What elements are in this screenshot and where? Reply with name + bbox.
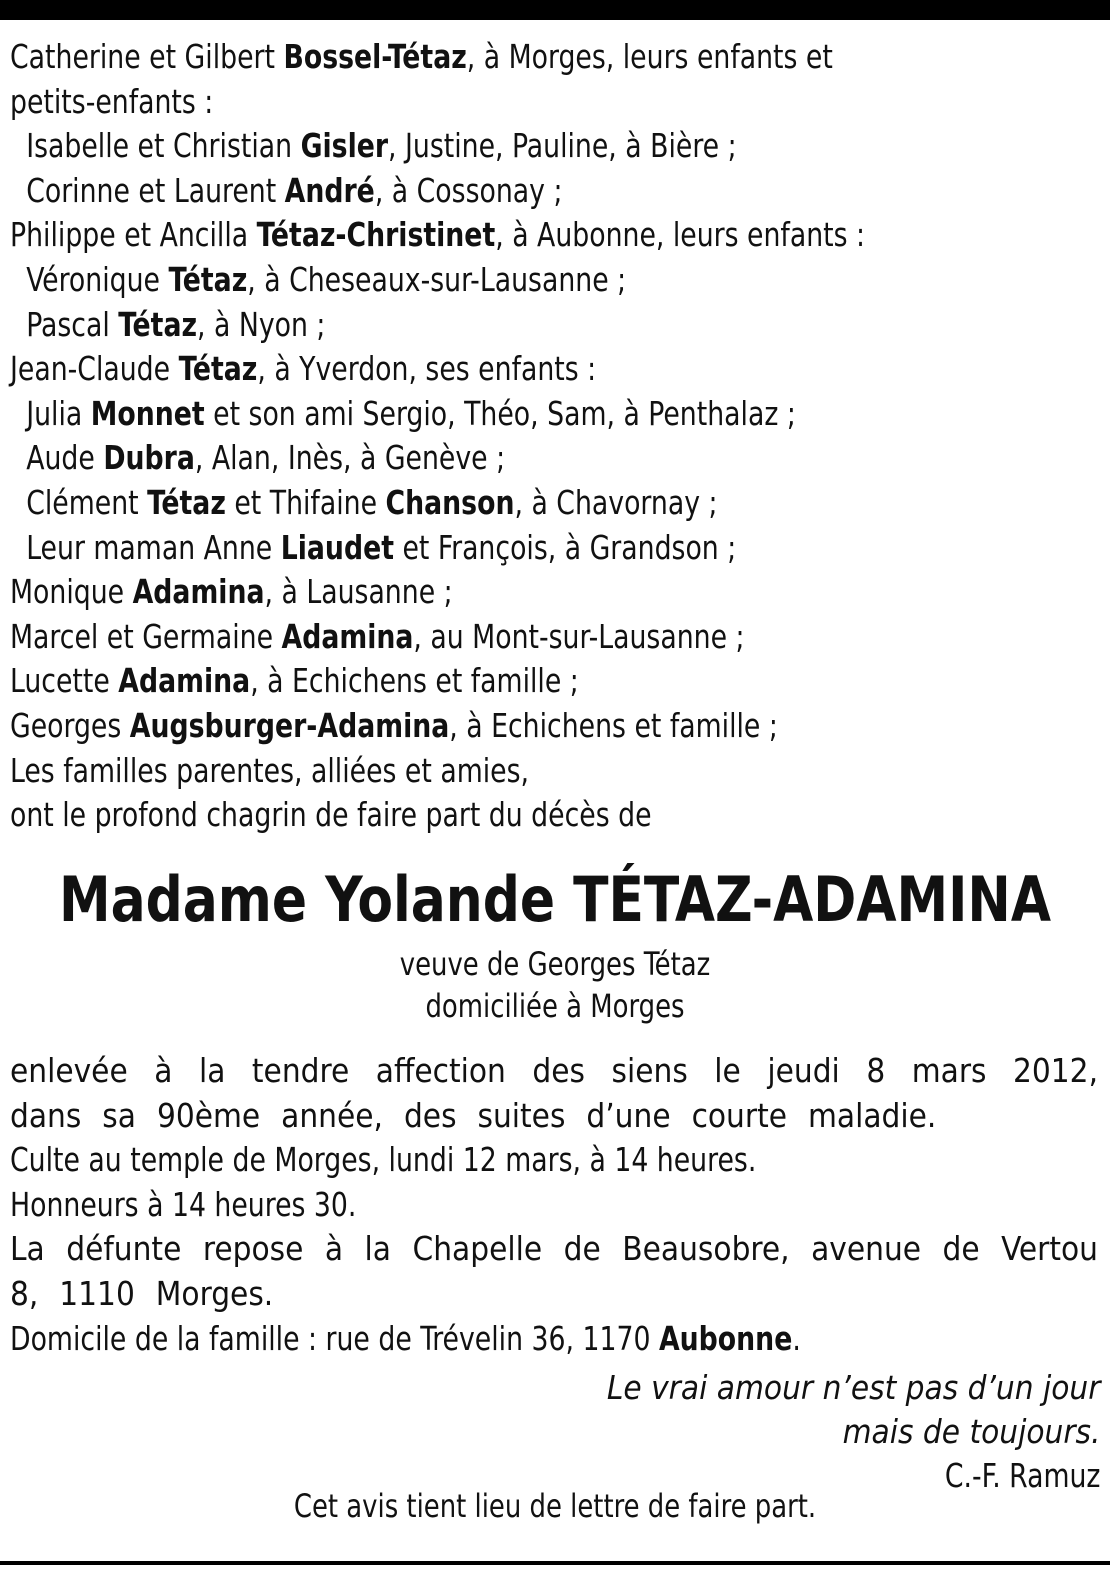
- family-home-suffix: .: [792, 1318, 801, 1358]
- family-line: [10, 526, 991, 571]
- family-text: Aude: [26, 438, 104, 478]
- family-line: [10, 213, 991, 258]
- family-line: [10, 258, 991, 303]
- family-surname: Adamina: [118, 661, 251, 701]
- footer-text: Cet avis tient lieu de lettre de faire part.: [293, 1487, 817, 1525]
- family-text: Les familles parentes, alliées et amies,: [10, 750, 530, 790]
- family-surname: Chanson: [385, 482, 515, 522]
- family-line: [10, 80, 991, 125]
- family-text: Monique: [10, 572, 133, 612]
- family-text: , Alan, Inès, à Genève ;: [194, 438, 506, 478]
- death-paragraph: enlevée à la tendre affection des siens le jeudi 8 mars 2012, dans sa 90ème année, des suites d’une courte maladie.: [10, 1051, 1098, 1135]
- family-line: [10, 169, 991, 214]
- family-surname: Adamina: [132, 572, 265, 612]
- family-line: [10, 793, 991, 838]
- family-surname: Augsburger-Adamina: [129, 705, 450, 745]
- family-text: , à Echichens et famille ;: [449, 705, 778, 745]
- family-text: ont le profond chagrin de faire part du décès de: [10, 795, 652, 835]
- family-text: , à Cossonay ;: [374, 170, 563, 210]
- family-text: Leur maman Anne: [26, 527, 281, 567]
- family-surname: Tétaz: [178, 349, 258, 389]
- funeral-details: [10, 1049, 1098, 1361]
- footer-note: [0, 1484, 1110, 1528]
- family-text: , à Lausanne ;: [264, 572, 453, 612]
- family-text: Lucette: [10, 661, 119, 701]
- deceased-name: Madame Yolande TÉTAZ-ADAMINA: [59, 863, 1051, 936]
- quote-line-1: Le vrai amour n’est pas d’un jour: [606, 1368, 1100, 1407]
- family-line: [10, 615, 991, 660]
- family-surname: Tétaz: [147, 482, 226, 522]
- family-line: [10, 303, 991, 348]
- family-text: et son ami Sergio, Théo, Sam, à Penthalaz ;: [204, 393, 796, 433]
- quote-line-2: mais de toujours.: [842, 1412, 1100, 1451]
- family-text: Pascal: [26, 304, 119, 344]
- family-home-city: Aubonne: [658, 1318, 793, 1358]
- honours-line: Honneurs à 14 heures 30.: [10, 1184, 357, 1224]
- family-text: , à Aubonne, leurs enfants :: [495, 215, 866, 255]
- family-text: , à Yverdon, ses enfants :: [257, 349, 597, 389]
- family-text: , Justine, Pauline, à Bière ;: [388, 126, 737, 166]
- family-surname: Bossel-Tétaz: [283, 37, 467, 76]
- family-text: , à Chavornay ;: [514, 482, 718, 522]
- family-surname: Tétaz: [118, 304, 198, 344]
- quote-block: [552, 1366, 1100, 1498]
- widow-of-line: veuve de Georges Tétaz: [399, 945, 711, 983]
- family-line: [10, 704, 991, 749]
- family-surname: Monnet: [90, 393, 205, 433]
- family-line: [10, 570, 991, 615]
- family-line: [10, 392, 991, 437]
- family-text: Isabelle et Christian: [26, 126, 301, 166]
- family-home-prefix: Domicile de la famille : rue de Trévelin 36, 1170: [10, 1318, 659, 1358]
- family-surname: Tétaz-Christinet: [256, 215, 496, 255]
- bottom-rule: [0, 1561, 1110, 1565]
- family-line: [10, 35, 991, 80]
- family-surname: Adamina: [281, 616, 414, 656]
- top-rule: [0, 0, 1110, 20]
- family-text: Clément: [26, 482, 148, 522]
- family-line: [10, 124, 991, 169]
- family-line: [10, 436, 991, 481]
- family-line: [10, 659, 991, 704]
- family-home-line: [10, 1317, 989, 1362]
- family-text: et François, à Grandson ;: [393, 527, 737, 567]
- family-text: , à Nyon ;: [197, 304, 326, 344]
- family-text: petits-enfants :: [10, 81, 214, 121]
- family-text: Véronique: [26, 259, 169, 299]
- residence-line: domiciliée à Morges: [425, 987, 685, 1025]
- family-text: , à Morges, leurs enfants et: [466, 37, 833, 76]
- service-line: Culte au temple de Morges, lundi 12 mars, à 14 heures.: [10, 1140, 757, 1180]
- quote-author: C.-F. Ramuz: [944, 1456, 1100, 1495]
- family-text: Julia: [26, 393, 91, 433]
- family-surname: Gisler: [300, 126, 389, 166]
- family-text: Georges: [10, 705, 130, 745]
- family-surname: Tétaz: [168, 259, 248, 299]
- deceased-subtitle: [0, 943, 1110, 1027]
- family-line: [10, 347, 991, 392]
- family-text: Philippe et Ancilla: [10, 215, 257, 255]
- resting-paragraph: La défunte repose à la Chapelle de Beausobre, avenue de Vertou 8, 1110 Morges.: [10, 1229, 1098, 1313]
- family-surname: André: [284, 170, 375, 210]
- family-text: , à Echichens et famille ;: [250, 661, 579, 701]
- family-list: [10, 35, 1100, 838]
- family-surname: Dubra: [103, 438, 195, 478]
- family-text: Marcel et Germaine: [10, 616, 282, 656]
- family-surname: Liaudet: [280, 527, 394, 567]
- family-text: , au Mont-sur-Lausanne ;: [413, 616, 745, 656]
- family-line: [10, 749, 991, 794]
- family-text: et Thifaine: [225, 482, 386, 522]
- family-text: Corinne et Laurent: [26, 170, 285, 210]
- family-text: Catherine et Gilbert: [10, 37, 284, 76]
- family-line: [10, 481, 991, 526]
- family-text: , à Cheseaux-sur-Lausanne ;: [247, 259, 627, 299]
- family-text: Jean-Claude: [10, 349, 179, 389]
